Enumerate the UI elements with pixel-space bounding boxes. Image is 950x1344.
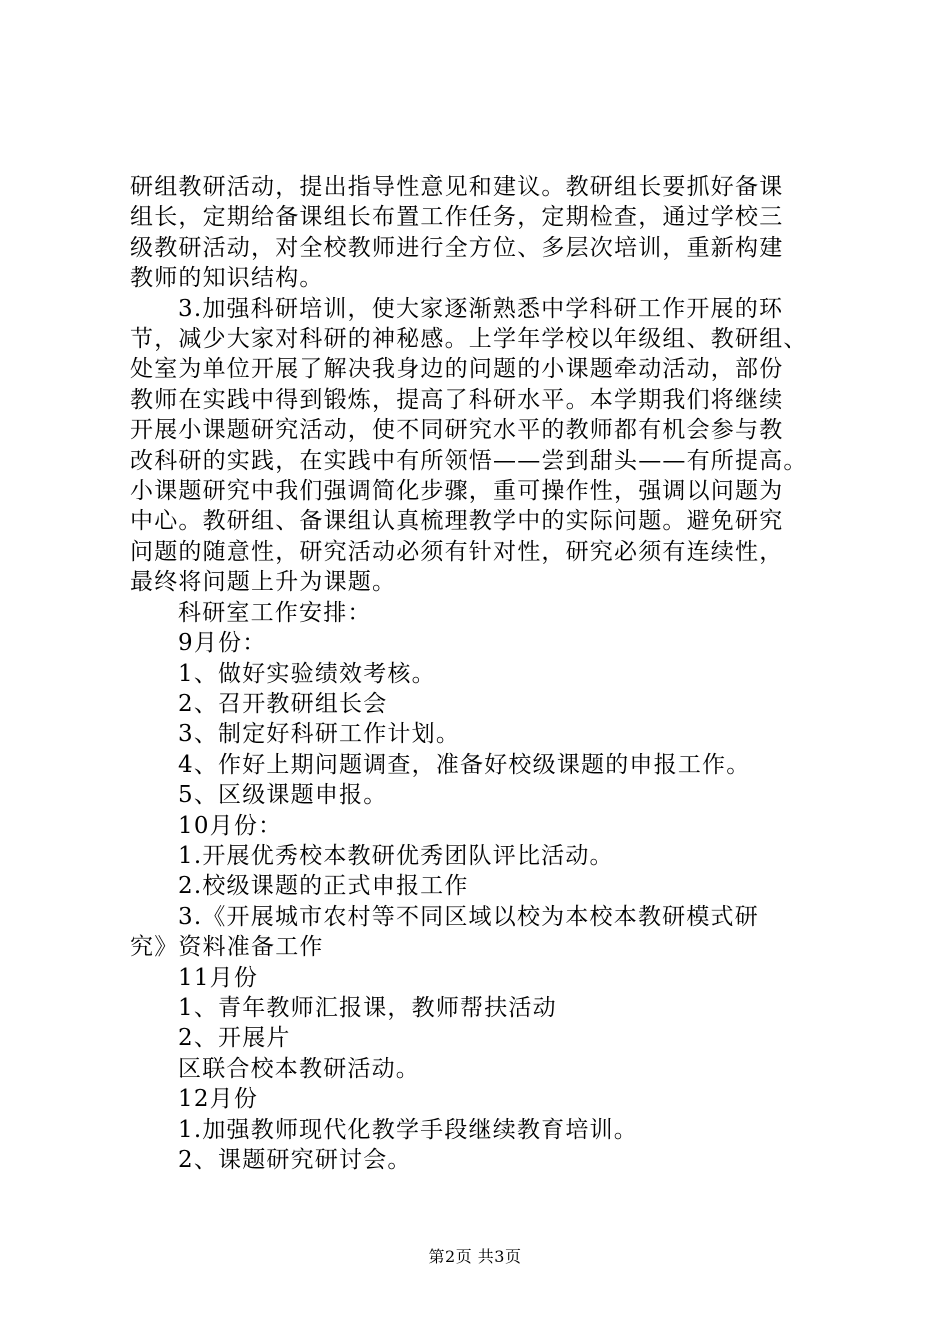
text-line: 组长，定期给备课组长布置工作任务，定期检查，通过学校三 <box>130 204 784 231</box>
list-item: 1、青年教师汇报课，教师帮扶活动 <box>178 994 557 1021</box>
list-item: 2.校级课题的正式申报工作 <box>178 873 469 900</box>
text-line: 节，减少大家对科研的神秘感。上学年学校以年级组、教研组、 <box>130 326 808 353</box>
list-item: 2、开展片 <box>178 1025 291 1052</box>
text-line: 中心。教研组、备课组认真梳理教学中的实际问题。避免研究 <box>130 508 784 535</box>
list-item: 3、制定好科研工作计划。 <box>178 721 461 748</box>
text-line: 教师的知识结构。 <box>130 265 324 292</box>
list-item: 2、召开教研组长会 <box>178 690 388 717</box>
document-body <box>130 172 830 1175</box>
list-item: 4、作好上期问题调查，准备好校级课题的申报工作。 <box>178 751 751 778</box>
list-item: 3.《开展城市农村等不同区域以校为本校本教研模式研 <box>178 903 759 930</box>
list-item: 1、做好实验绩效考核。 <box>178 660 436 687</box>
month-heading: 12月份 <box>178 1086 259 1113</box>
text-line: 级教研活动，对全校教师进行全方位、多层次培训，重新构建 <box>130 234 784 261</box>
month-heading: 11月份 <box>178 964 259 991</box>
text-line: 研组教研活动，提出指导性意见和建议。教研组长要抓好备课 <box>130 174 784 200</box>
list-item-continuation: 区联合校本教研活动。 <box>178 1055 420 1082</box>
list-item-continuation: 究》资料准备工作 <box>130 934 324 961</box>
text-line: 3.加强科研培训，使大家逐渐熟悉中学科研工作开展的环 <box>178 295 784 322</box>
text-line: 开展小课题研究活动，使不同研究水平的教师都有机会参与教 <box>130 417 784 444</box>
text-line: 小课题研究中我们强调简化步骤，重可操作性，强调以问题为 <box>130 478 784 505</box>
text-line: 最终将问题上升为课题。 <box>130 569 397 596</box>
text-line: 改科研的实践，在实践中有所领悟——尝到甜头——有所提高。 <box>130 447 808 474</box>
list-item: 1.加强教师现代化教学手段继续教育培训。 <box>178 1116 638 1143</box>
section-heading: 科研室工作安排： <box>178 599 372 626</box>
month-heading: 10月份： <box>178 812 283 839</box>
text-line: 处室为单位开展了解决我身边的问题的小课题牵动活动，部份 <box>130 356 784 383</box>
text-line: 问题的随意性，研究活动必须有针对性，研究必须有连续性， <box>130 538 784 565</box>
text-line: 教师在实践中得到锻炼，提高了科研水平。本学期我们将继续 <box>130 386 784 413</box>
list-item: 5、区级课题申报。 <box>178 782 388 809</box>
page-footer: 第2页 共3页 <box>428 1247 522 1266</box>
list-item: 2、课题研究研讨会。 <box>178 1147 412 1173</box>
list-item: 1.开展优秀校本教研优秀团队评比活动。 <box>178 842 614 869</box>
month-heading: 9月份： <box>178 630 267 657</box>
